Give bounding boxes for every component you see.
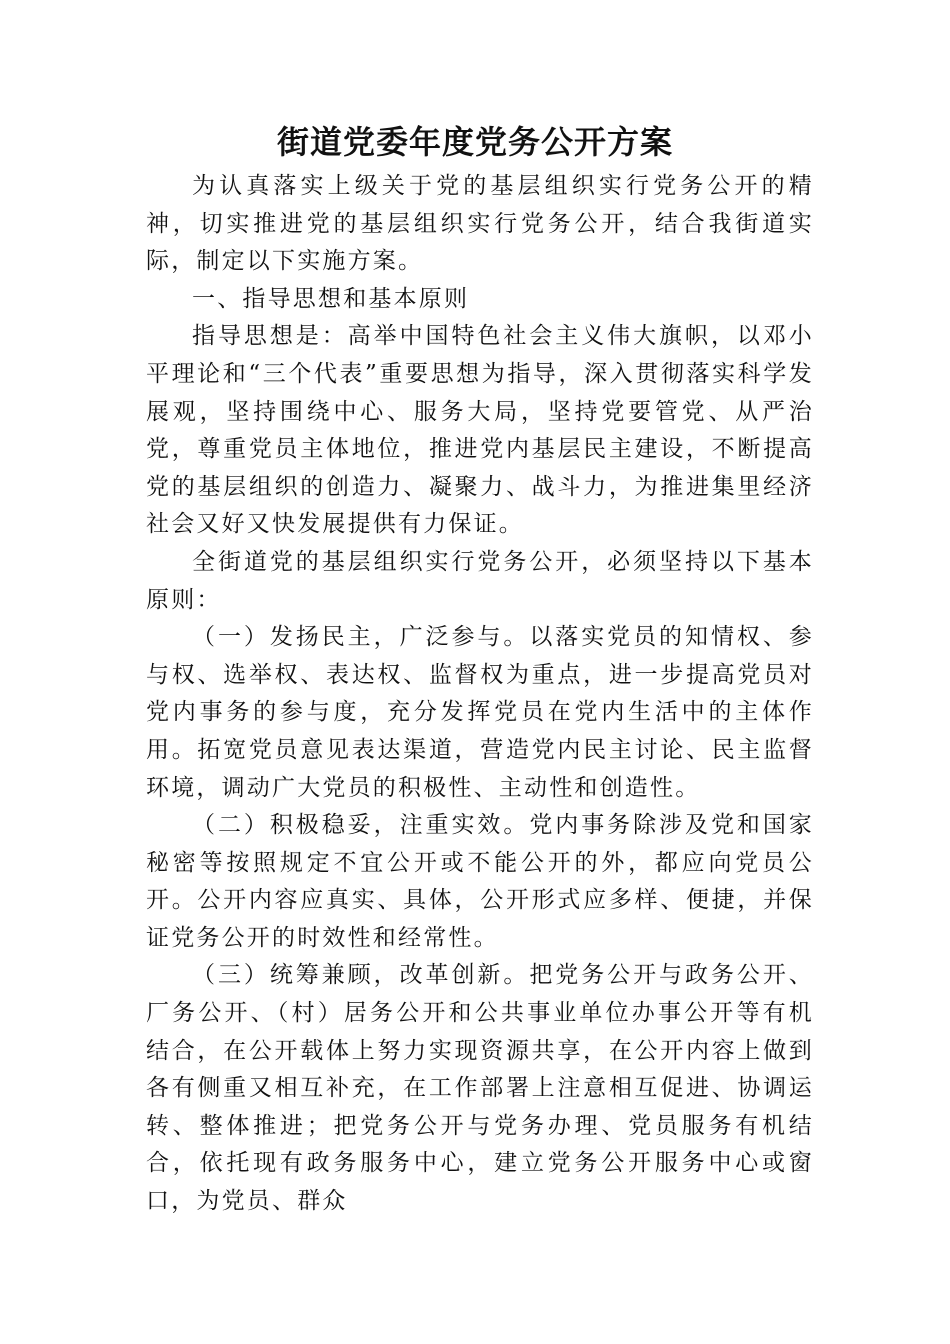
principles-intro-paragraph: 全街道党的基层组织实行党务公开，必须坚持以下基本原则： — [146, 548, 814, 613]
guiding-ideology-paragraph: 指导思想是：高举中国特色社会主义伟大旗帜，以邓小平理论和“三个代表”重要思想为指导，深入贯彻落实科学发展观，坚持围绕中心、服务大局，坚持党要管党、从严治党，尊重党员主体地位，推进党内基层民主建设，不断提高党的基层组织的创造力、凝聚力、战斗力，为推进集里经济社会又好又快发展提供有力保证。 — [146, 323, 814, 538]
document-body — [146, 168, 814, 1221]
principle-two-paragraph: （二）积极稳妥，注重实效。党内事务除涉及党和国家秘密等按照规定不宜公开或不能公开的外，都应向党员公开。公开内容应真实、具体，公开形式应多样、便捷，并保证党务公开的时效性和经常性。 — [146, 812, 814, 951]
document-title: 街道党委年度党务公开方案 — [276, 123, 673, 161]
principle-three-paragraph: （三）统筹兼顾，改革创新。把党务公开与政务公开、厂务公开、（村）居务公开和公共事业单位办事公开等有机结合，在公开载体上努力实现资源共享，在公开内容上做到各有侧重又相互补充，在工作部署上注意相互促进、协调运转、整体推进；把党务公开与党务办理、党员服务有机结合，依托现有政务服务中心，建立党务公开服务中心或窗口，为党员、群众 — [146, 962, 814, 1215]
intro-paragraph: 为认真落实上级关于党的基层组织实行党务公开的精神，切实推进党的基层组织实行党务公开，结合我街道实际，制定以下实施方案。 — [146, 173, 814, 275]
principle-one-paragraph: （一）发扬民主，广泛参与。以落实党员的知情权、参与权、选举权、表达权、监督权为重点，进一步提高党员对党内事务的参与度，充分发挥党员在党内生活中的主体作用。拓宽党员意见表达渠道，营造党内民主讨论、民主监督环境，调动广大党员的积极性、主动性和创造性。 — [146, 624, 814, 801]
section-heading: 一、指导思想和基本原则 — [192, 285, 470, 312]
